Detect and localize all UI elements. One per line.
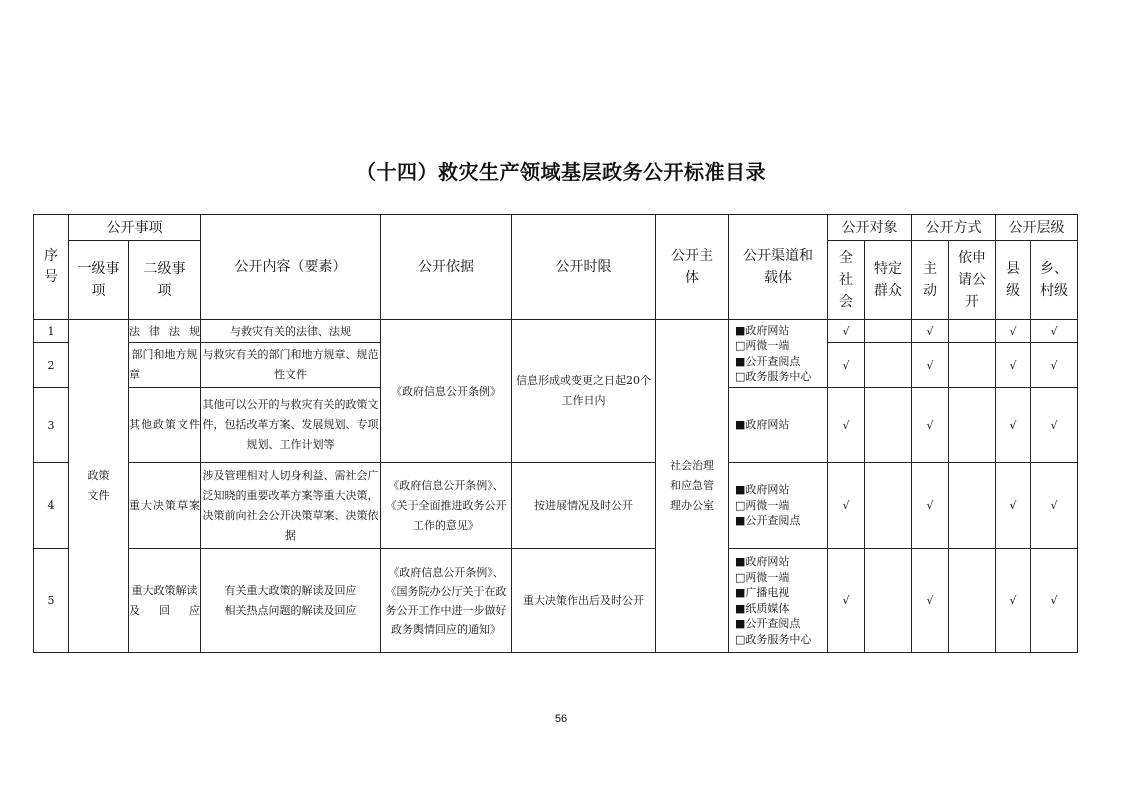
- row-seq: 5: [34, 549, 69, 653]
- check-township: √: [1031, 549, 1078, 653]
- header-items-group: 公开事项: [69, 215, 201, 241]
- check-township: √: [1031, 388, 1078, 463]
- channel-item: ■公开查阅点: [735, 617, 801, 630]
- check-county: √: [996, 343, 1031, 388]
- header-level-township: 乡、村级: [1031, 241, 1078, 320]
- header-target-group: 公开对象: [828, 215, 912, 241]
- channel-item: ■政府网站: [735, 555, 790, 568]
- content-cell: 与救灾有关的部门和地方规章、规范性文件: [201, 343, 381, 388]
- level2-cell: 其他政策文件: [129, 388, 201, 463]
- check-active: √: [912, 388, 949, 463]
- check-active: √: [912, 343, 949, 388]
- table-row: [34, 320, 1078, 343]
- header-mode-group: 公开方式: [912, 215, 996, 241]
- header-time-limit: 公开时限: [512, 215, 656, 320]
- check-specific: [865, 549, 912, 653]
- header-target-specific: 特定群众: [865, 241, 912, 320]
- header-mode-active: 主动: [912, 241, 949, 320]
- row-seq: 3: [34, 388, 69, 463]
- channel-item: □两微一端: [735, 570, 790, 584]
- channel-cell: [729, 388, 828, 463]
- level2-cell: 法律法规: [129, 320, 201, 343]
- check-request: [949, 388, 996, 463]
- header-mode-request: 依申请公开: [949, 241, 996, 320]
- table-row: [34, 463, 1078, 549]
- check-specific: [865, 343, 912, 388]
- basis-cell: 《政府信息公开条例》: [381, 320, 512, 463]
- check-request: [949, 320, 996, 343]
- header-seq: 序号: [34, 215, 69, 320]
- row-seq: 2: [34, 343, 69, 388]
- table-row: [34, 549, 1078, 653]
- header-level-county: 县级: [996, 241, 1031, 320]
- time-limit-cell: 重大决策作出后及时公开: [512, 549, 656, 653]
- channel-item: ■公开查阅点: [735, 354, 801, 368]
- row-seq: 4: [34, 463, 69, 549]
- header-level2: 二级事项: [129, 241, 201, 320]
- channel-item: ■政府网站: [735, 323, 790, 337]
- level2-cell: 重大政策解读及回应: [129, 549, 201, 653]
- channel-item: □两微一端: [735, 339, 790, 352]
- channel-item: ■公开查阅点: [735, 514, 801, 528]
- time-limit-cell: 信息形成或变更之日起20个工作日内: [512, 320, 656, 463]
- header-level1: 一级事项: [69, 241, 129, 320]
- check-all: √: [828, 343, 865, 388]
- page-title: （十四）救灾生产领域基层政务公开标准目录: [356, 160, 766, 184]
- check-all: √: [828, 388, 865, 463]
- check-request: [949, 463, 996, 549]
- level1-cell: 政策文件: [69, 320, 129, 653]
- level2-cell: 部门和地方规章: [129, 343, 201, 388]
- channel-item: □政务服务中心: [735, 370, 812, 383]
- channel-item: ■政府网站: [735, 418, 790, 432]
- page-number: 56: [554, 713, 568, 725]
- time-limit-cell: 按进展情况及时公开: [512, 463, 656, 549]
- header-basis: 公开依据: [381, 215, 512, 320]
- channel-item: □两微一端: [735, 498, 790, 512]
- channel-cell: [729, 549, 828, 653]
- basis-cell: 《政府信息公开条例》、《国务院办公厅关于在政务公开工作中进一步做好政务舆情回应的通知》: [381, 549, 512, 653]
- check-township: √: [1031, 343, 1078, 388]
- check-township: √: [1031, 320, 1078, 343]
- check-active: √: [912, 463, 949, 549]
- level2-cell: 重大决策草案: [129, 463, 201, 549]
- channel-list: [729, 323, 827, 385]
- check-all: √: [828, 320, 865, 343]
- header-target-all: 全社会: [828, 241, 865, 320]
- channel-list: [729, 554, 827, 647]
- check-specific: [865, 388, 912, 463]
- channel-item: □政务服务中心: [735, 632, 812, 646]
- content-cell: 涉及管理相对人切身利益、需社会广泛知晓的重要改革方案等重大决策，决策前向社会公开决策草案、决策依据: [201, 463, 381, 549]
- channel-item: ■广播电视: [735, 586, 790, 599]
- content-cell: 其他可以公开的与救灾有关的政策文件，包括改革方案、发展规划、专项规划、工作计划等: [201, 388, 381, 463]
- check-county: √: [996, 320, 1031, 343]
- check-specific: [865, 463, 912, 549]
- check-request: [949, 343, 996, 388]
- channel-list: [729, 417, 827, 433]
- subject-cell: 社会治理和应急管理办公室: [656, 320, 729, 653]
- check-all: √: [828, 549, 865, 653]
- header-content: 公开内容（要素）: [201, 215, 381, 320]
- check-township: √: [1031, 463, 1078, 549]
- header-channel: 公开渠道和载体: [729, 215, 828, 320]
- channel-cell: [729, 463, 828, 549]
- channel-item: ■政府网站: [735, 483, 790, 497]
- directory-table: [33, 214, 1078, 653]
- row-seq: 1: [34, 320, 69, 343]
- check-county: √: [996, 463, 1031, 549]
- check-active: √: [912, 549, 949, 653]
- check-county: √: [996, 388, 1031, 463]
- channel-item: ■纸质媒体: [735, 601, 790, 615]
- check-county: √: [996, 549, 1031, 653]
- channel-cell: [729, 320, 828, 388]
- check-active: √: [912, 320, 949, 343]
- check-request: [949, 549, 996, 653]
- content-cell: 与救灾有关的法律、法规: [201, 320, 381, 343]
- check-specific: [865, 320, 912, 343]
- channel-list: [729, 482, 827, 529]
- header-level-group: 公开层级: [996, 215, 1078, 241]
- basis-cell: 《政府信息公开条例》、《关于全面推进政务公开工作的意见》: [381, 463, 512, 549]
- check-all: √: [828, 463, 865, 549]
- header-subject: 公开主体: [656, 215, 729, 320]
- content-cell: 有关重大政策的解读及回应 相关热点问题的解读及回应: [201, 549, 381, 653]
